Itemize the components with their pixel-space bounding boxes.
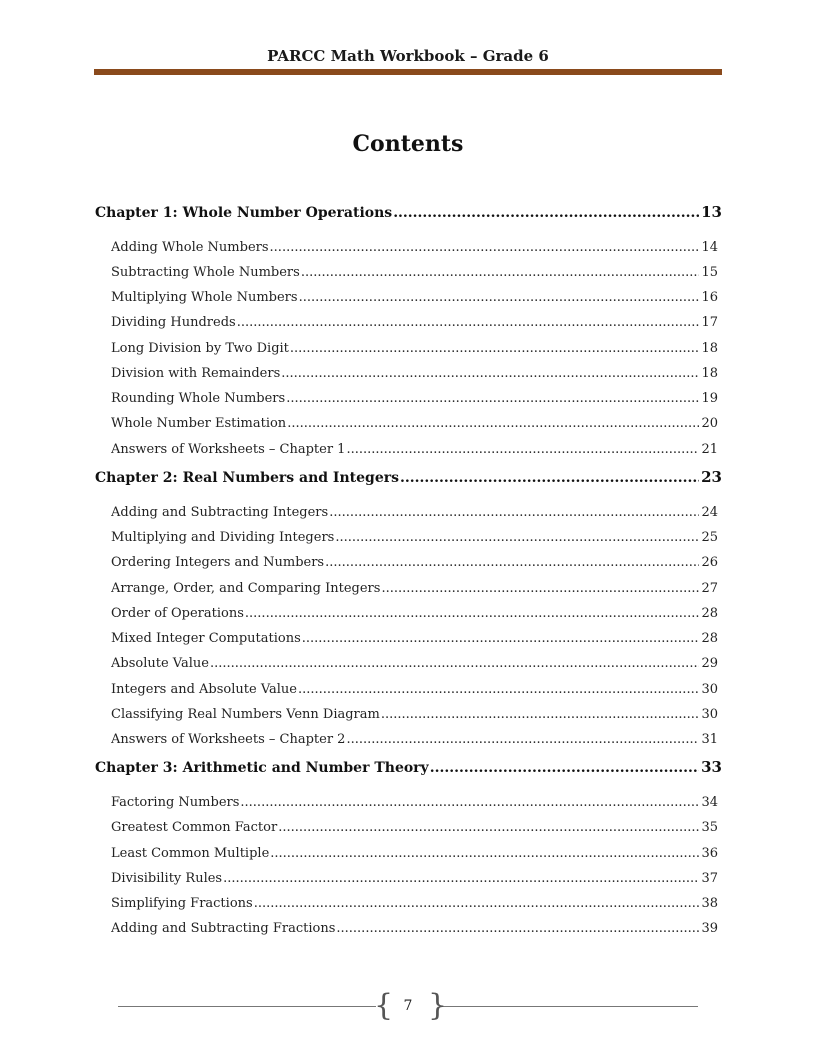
page-number: 7: [403, 998, 413, 1014]
toc-entry[interactable]: [111, 846, 718, 864]
footer-rule-left: [118, 1006, 376, 1007]
dot-leader: [254, 896, 700, 911]
entry-page-number: 25: [701, 530, 718, 545]
entry-page-number: 29: [701, 656, 718, 671]
dot-leader: [210, 656, 699, 671]
dot-leader: [298, 682, 699, 697]
entry-title: Adding and Subtracting Integers: [111, 505, 329, 520]
dot-leader: [237, 315, 700, 330]
dot-leader: [290, 341, 700, 356]
toc-entry[interactable]: [111, 341, 718, 359]
toc-entry[interactable]: [111, 366, 718, 384]
entry-title: Multiplying Whole Numbers: [111, 290, 298, 305]
dot-leader: [240, 795, 699, 810]
footer-rule-right: [440, 1006, 698, 1007]
entry-page-number: 21: [701, 442, 718, 457]
entry-title: Adding Whole Numbers: [111, 240, 269, 255]
entry-title: Long Division by Two Digit: [111, 341, 289, 356]
dot-leader: [336, 921, 699, 936]
entry-title: Rounding Whole Numbers: [111, 391, 286, 406]
dot-leader: [381, 707, 700, 722]
toc-entry[interactable]: [111, 871, 718, 889]
entry-title: Simplifying Fractions: [111, 896, 253, 911]
dot-leader: [281, 366, 699, 381]
toc-entry[interactable]: [111, 606, 718, 624]
running-header: PARCC Math Workbook – Grade 6: [267, 47, 549, 65]
toc-entry[interactable]: [111, 581, 718, 599]
entry-title: Factoring Numbers: [111, 795, 240, 810]
entry-title: Absolute Value: [111, 656, 209, 671]
entry-page-number: 37: [701, 871, 718, 886]
dot-leader: [278, 820, 699, 835]
toc-entry[interactable]: [111, 795, 718, 813]
entry-page-number: 28: [701, 606, 718, 621]
toc-entry[interactable]: [111, 707, 718, 725]
chapter-page-number: 13: [701, 203, 722, 221]
dot-leader: [287, 416, 699, 431]
toc-entry[interactable]: [111, 442, 718, 460]
entry-title: Adding and Subtracting Fractions: [111, 921, 336, 936]
toc-entry[interactable]: [111, 921, 718, 939]
entry-page-number: 35: [701, 820, 718, 835]
toc-entry[interactable]: [111, 240, 718, 258]
entry-title: Order of Operations: [111, 606, 244, 621]
left-brace-ornament: {: [374, 988, 394, 1023]
dot-leader: [400, 470, 699, 486]
chapter-page-number: 33: [701, 758, 722, 776]
entry-page-number: 36: [701, 846, 718, 861]
toc-chapter-3[interactable]: [95, 758, 722, 778]
entry-page-number: 18: [701, 341, 718, 356]
chapter-title: Chapter 2: Real Numbers and Integers: [95, 470, 399, 486]
dot-leader: [325, 555, 699, 570]
dot-leader: [286, 391, 699, 406]
toc-entry[interactable]: [111, 290, 718, 308]
right-brace-ornament: }: [428, 988, 448, 1023]
toc-entry[interactable]: [111, 820, 718, 838]
entry-page-number: 20: [701, 416, 718, 431]
entry-page-number: 16: [701, 290, 718, 305]
toc-entry[interactable]: [111, 391, 718, 409]
toc-entry[interactable]: [111, 555, 718, 573]
entry-title: Classifying Real Numbers Venn Diagram: [111, 707, 380, 722]
entry-page-number: 31: [701, 732, 718, 747]
dot-leader: [393, 205, 699, 221]
entry-title: Subtracting Whole Numbers: [111, 265, 300, 280]
entry-title: Mixed Integer Computations: [111, 631, 301, 646]
entry-page-number: 15: [701, 265, 718, 280]
dot-leader: [335, 530, 699, 545]
dot-leader: [299, 290, 700, 305]
header-rule: [94, 69, 722, 75]
entry-page-number: 18: [701, 366, 718, 381]
toc-entry[interactable]: [111, 505, 718, 523]
entry-page-number: 14: [701, 240, 718, 255]
entry-page-number: 27: [701, 581, 718, 596]
entry-title: Whole Number Estimation: [111, 416, 287, 431]
dot-leader: [302, 631, 700, 646]
contents-title: Contents: [352, 131, 464, 157]
toc-chapter-2[interactable]: [95, 468, 722, 488]
dot-leader: [346, 732, 699, 747]
toc-entry[interactable]: [111, 732, 718, 750]
entry-page-number: 28: [701, 631, 718, 646]
chapter-page-number: 23: [701, 468, 722, 486]
entry-title: Least Common Multiple: [111, 846, 270, 861]
dot-leader: [329, 505, 699, 520]
toc-entry[interactable]: [111, 416, 718, 434]
entry-page-number: 24: [701, 505, 718, 520]
entry-title: Arrange, Order, and Comparing Integers: [111, 581, 381, 596]
entry-page-number: 19: [701, 391, 718, 406]
entry-page-number: 30: [701, 682, 718, 697]
entry-page-number: 30: [701, 707, 718, 722]
entry-title: Answers of Worksheets – Chapter 2: [111, 732, 346, 747]
dot-leader: [381, 581, 699, 596]
entry-title: Greatest Common Factor: [111, 820, 278, 835]
entry-page-number: 34: [701, 795, 718, 810]
dot-leader: [301, 265, 700, 280]
toc-entry[interactable]: [111, 315, 718, 333]
dot-leader: [270, 240, 700, 255]
chapter-title: Chapter 3: Arithmetic and Number Theory: [95, 760, 429, 776]
entry-title: Multiplying and Dividing Integers: [111, 530, 335, 545]
entry-title: Integers and Absolute Value: [111, 682, 297, 697]
dot-leader: [430, 760, 699, 776]
dot-leader: [223, 871, 699, 886]
entry-title: Division with Remainders: [111, 366, 281, 381]
entry-title: Dividing Hundreds: [111, 315, 236, 330]
toc-entry[interactable]: [111, 265, 718, 283]
toc-entry[interactable]: [111, 530, 718, 548]
toc-entry[interactable]: [111, 631, 718, 649]
chapter-title: Chapter 1: Whole Number Operations: [95, 205, 393, 221]
entry-title: Divisibility Rules: [111, 871, 223, 886]
toc-entry[interactable]: [111, 682, 718, 700]
entry-page-number: 39: [701, 921, 718, 936]
entry-title: Answers of Worksheets – Chapter 1: [111, 442, 346, 457]
dot-leader: [245, 606, 700, 621]
dot-leader: [346, 442, 699, 457]
entry-page-number: 17: [701, 315, 718, 330]
entry-page-number: 26: [701, 555, 718, 570]
dot-leader: [270, 846, 699, 861]
toc-chapter-1[interactable]: [95, 203, 722, 223]
entry-page-number: 38: [701, 896, 718, 911]
entry-title: Ordering Integers and Numbers: [111, 555, 325, 570]
toc-entry[interactable]: [111, 896, 718, 914]
toc-entry[interactable]: [111, 656, 718, 674]
